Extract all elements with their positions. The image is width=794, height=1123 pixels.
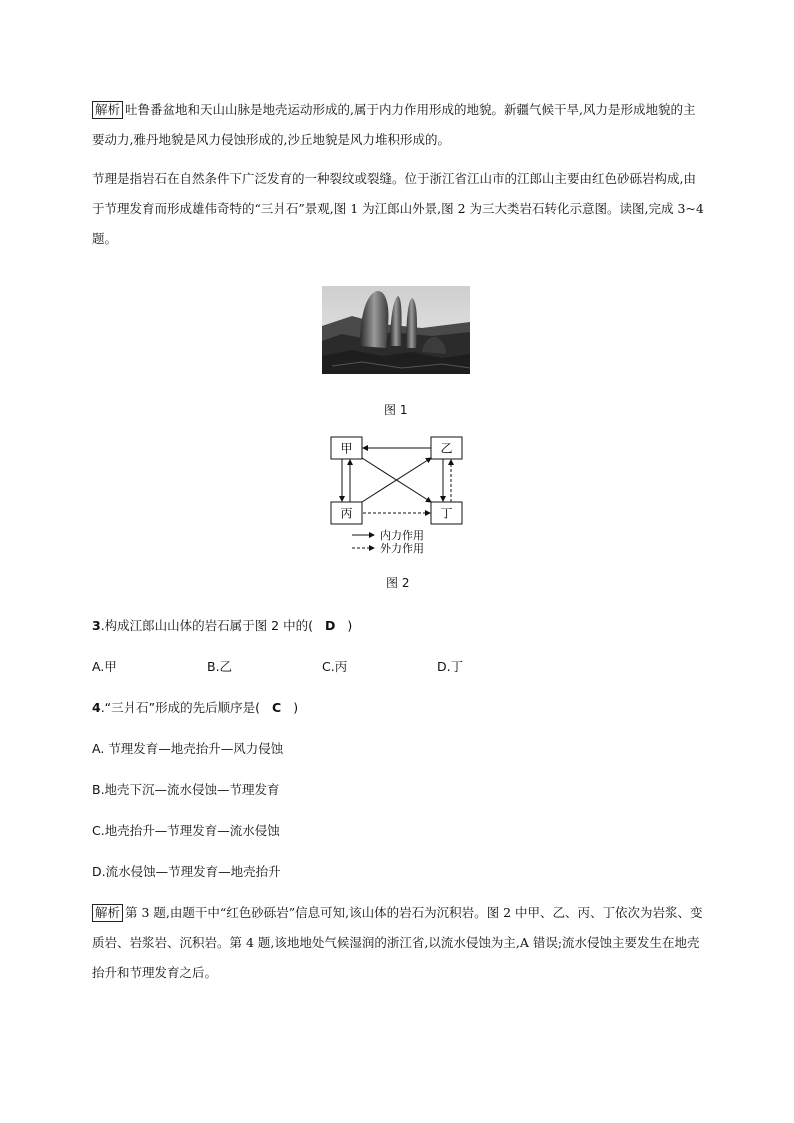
question-3-stem: .构成江郎山山体的岩石属于图 2 中的( <box>100 618 313 633</box>
analysis-2 <box>92 898 704 988</box>
question-3-stem-end: ) <box>347 618 353 633</box>
question-4-option-c: C.地壳抬升—节理发育—流水侵蚀 <box>92 823 280 838</box>
rock-cycle-diagram <box>322 432 482 562</box>
node-bing: 丙 <box>340 506 353 521</box>
question-3-options <box>92 657 552 675</box>
legend-external: 外力作用 <box>380 542 424 555</box>
option-a: A.甲 <box>92 659 117 674</box>
option-b: B.乙 <box>207 659 233 674</box>
question-3-number: 3 <box>92 618 101 633</box>
option-d: D.丁 <box>437 659 464 674</box>
option-c: C.丙 <box>322 659 348 674</box>
analysis-1-text: 吐鲁番盆地和天山山脉是地壳运动形成的,属于内力作用形成的地貌。新疆气候干旱,风力是形成地貌的主要动力,雅丹地貌是风力侵蚀形成的,沙丘地貌是风力堆积形成的。 <box>92 102 696 147</box>
question-4 <box>92 698 298 716</box>
intro-passage: 节理是指岩石在自然条件下广泛发育的一种裂纹或裂缝。位于浙江省江山市的江郎山主要由红色砂砾岩构成,由于节理发育而形成雄伟奇特的“三爿石”景观,图 1 为江郎山外景,图 2 为三大类岩石转化示意图。读图,完成 3~4 题。 <box>92 171 704 246</box>
question-3 <box>92 616 352 634</box>
question-3-answer: D <box>324 618 336 633</box>
question-4-option-b: B.地壳下沉—流水侵蚀—节理发育 <box>92 782 280 797</box>
node-yi: 乙 <box>440 441 453 456</box>
analysis-1 <box>92 95 704 155</box>
question-4-answer: C <box>272 700 282 715</box>
question-4-number: 4 <box>92 700 101 715</box>
node-jia: 甲 <box>340 441 353 456</box>
analysis-tag: 解析 <box>92 101 123 119</box>
question-4-stem: .“三爿石”形成的先后顺序是( <box>100 700 261 715</box>
question-4-stem-end: ) <box>293 700 299 715</box>
question-4-option-a: A. 节理发育—地壳抬升—风力侵蚀 <box>92 741 284 756</box>
legend-internal: 内力作用 <box>380 529 424 542</box>
figure-2-caption: 图 2 <box>386 576 410 590</box>
analysis-2-text: 第 3 题,由题干中“红色砂砾岩”信息可知,该山体的岩石为沉积岩。图 2 中甲、乙、丙、丁依次为岩浆、变质岩、岩浆岩、沉积岩。第 4 题,该地地处气候湿润的浙江省,以流水侵蚀为主,A 错误;流水侵蚀主要发生在地壳抬升和节理发育之后。 <box>92 905 703 980</box>
analysis-tag: 解析 <box>92 904 123 922</box>
figure-1-caption: 图 1 <box>384 403 408 417</box>
node-ding: 丁 <box>440 506 453 521</box>
jianglang-mountain-photo <box>322 286 470 374</box>
question-4-option-d: D.流水侵蚀—节理发育—地壳抬升 <box>92 864 281 879</box>
